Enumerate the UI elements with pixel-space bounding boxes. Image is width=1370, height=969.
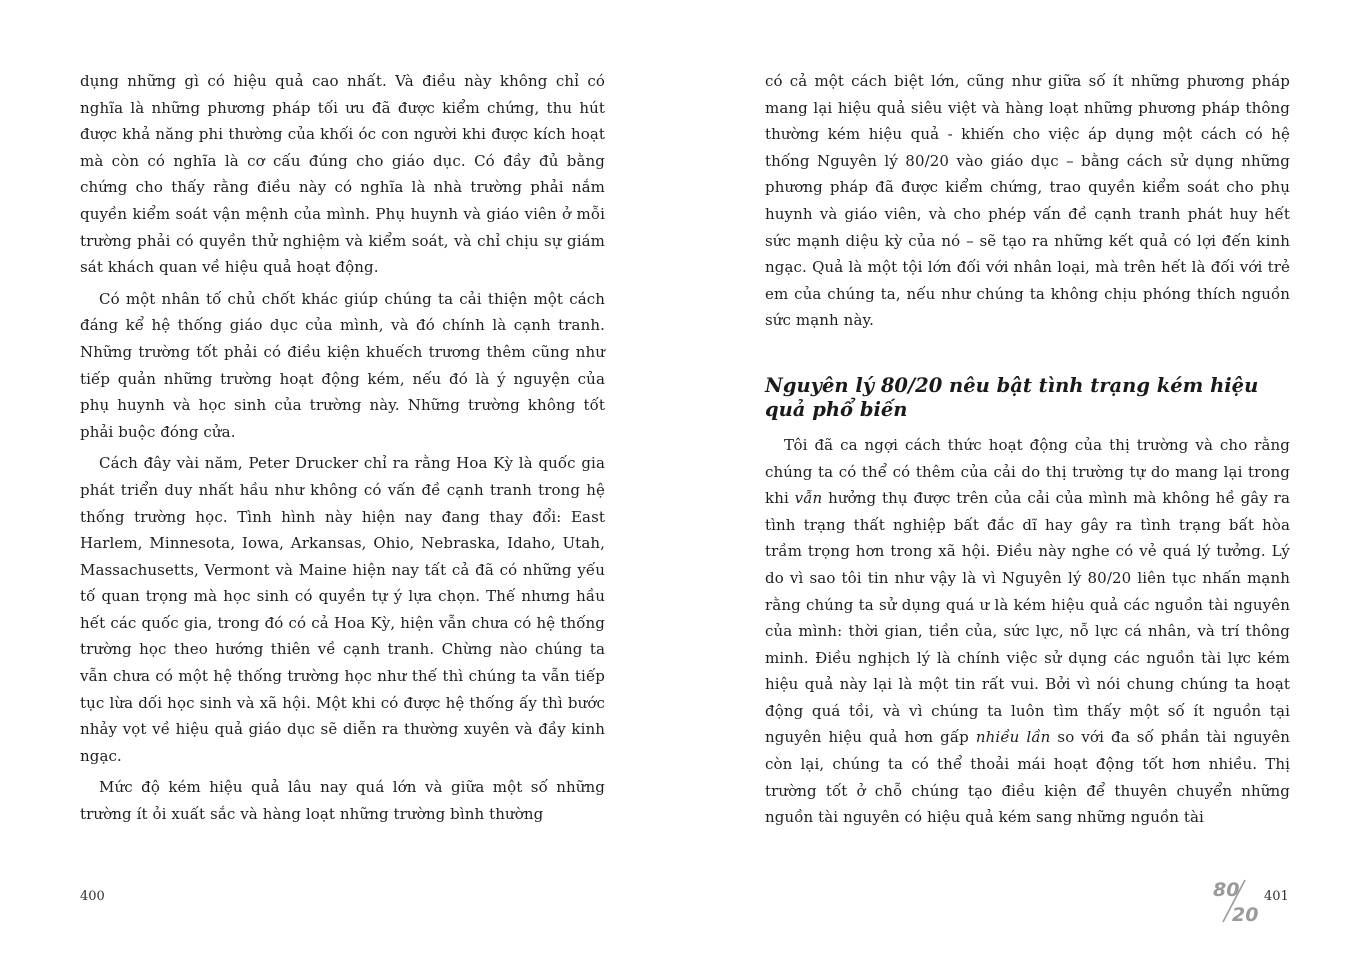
left-paragraph-4: Mức độ kém hiệu quả lâu nay quá lớn và giữa một số những trường ít ỏi xuất sắc và hàng loạt những trường bình thường <box>80 778 605 824</box>
section-heading: Nguyên lý 80/20 nêu bật tình trạng kém hiệu quả phổ biến <box>765 373 1259 421</box>
text-run: hưởng thụ được trên của cải của mình mà không hề gây ra tình trạng thất nghiệp bất đắc dĩ hay gây ra tình trạng bất hòa trầm trọng hơn trong xã hội. Điều này nghe có vẻ quá lý tưởng. Lý do vì sao tôi tin như vậy là vì Nguyên lý 80/20 liên tục nhấn mạnh rằng chúng ta sử dụng quá ư là kém hiệu quả các nguồn tài nguyên của mình: thời gian, tiền của, sức lực, nỗ lực cá nhân, và trí thông minh. Điều nghịch lý là chính việc sử dụng các nguồn tài lực kém hiệu quả này lại là một tin rất vui. Bởi vì nói chung chúng ta hoạt động quá tồi, và vì chúng ta luôn tìm thấy một số ít nguồn tại nguyên hiệu quả hơn gấp <box>765 489 1290 747</box>
page-number-left: 400 <box>80 889 105 904</box>
left-paragraph-1: dụng những gì có hiệu quả cao nhất. Và điều này không chỉ có nghĩa là những phương pháp tối ưu đã được kiểm chứng, thu hút được khả năng phi thường của khối óc con người khi được kích hoạt mà còn có nghĩa là cơ cấu đúng cho giáo dục. Có đầy đủ bằng chứng cho thấy rằng điều này có nghĩa là nhà trường phải nắm quyền kiểm soát vận mệnh của mình. Phụ huynh và giáo viên ở mỗi trường phải có quyền thử nghiệm và kiểm soát, và chỉ chịu sự giám sát khách quan về hiệu quả hoạt động. <box>80 72 605 277</box>
emphasis-text: vẫn <box>794 489 823 508</box>
book-logo-80-20 <box>1211 876 1263 926</box>
logo-top-number: 80 <box>1213 879 1240 901</box>
right-paragraph-2 <box>765 432 1290 831</box>
emphasis-text: nhiều lần <box>975 728 1051 747</box>
right-paragraph-1: có cả một cách biệt lớn, cũng như giữa số ít những phương pháp mang lại hiệu quả siêu việt và hàng loạt những phương pháp thông thường kém hiệu quả - khiến cho việc áp dụng một cách có hệ thống Nguyên lý 80/20 vào giáo dục – bằng cách sử dụng những phương pháp đã được kiểm chứng, trao quyền kiểm soát cho phụ huynh và giáo viên, và cho phép vấn đề cạnh tranh phát huy hết sức mạnh diệu kỳ của nó – sẽ tạo ra những kết quả có lợi đến kinh ngạc. Quả là một tội lớn đối với nhân loại, mà trên hết là đối với trẻ em của chúng ta, nếu như chúng ta không chịu phóng thích nguồn sức mạnh này. <box>765 72 1290 330</box>
left-paragraph-2: Có một nhân tố chủ chốt khác giúp chúng ta cải thiện một cách đáng kể hệ thống giáo dục của mình, và đó chính là cạnh tranh. Những trường tốt phải có điều kiện khuếch trương thêm cũng như tiếp quản những trường hoạt động kém, nếu đó là ý nguyện của phụ huynh và học sinh của trường này. Những trường không tốt phải buộc đóng cửa. <box>80 289 605 441</box>
text-run: so với đa số phần tài nguyên còn lại, chúng ta có thể thoải mái hoạt động tốt hơn nhiều. Thị trường tốt ở chỗ chúng tạo điều kiện để thuyên chuyển những nguồn tài nguyên có hiệu quả kém sang những nguồn tài <box>765 728 1291 827</box>
logo-bottom-number: 20 <box>1232 904 1259 926</box>
page-number-right: 401 <box>1264 889 1289 904</box>
left-paragraph-3: Cách đây vài năm, Peter Drucker chỉ ra rằng Hoa Kỳ là quốc gia phát triển duy nhất hầu như không có vấn đề cạnh tranh trong hệ thống trường học. Tình hình này hiện nay đang thay đổi: East Harlem, Minnesota, Iowa, Arkansas, Ohio, Nebraska, Idaho, Utah, Massachusetts, Vermont và Maine hiện nay tất cả đã có những yếu tố quan trọng mà học sinh có quyền tự ý lựa chọn. Thế nhưng hầu hết các quốc gia, trong đó có cả Hoa Kỳ, hiện vẫn chưa có hệ thống trường học theo hướng thiên về cạnh tranh. Chừng nào chúng ta vẫn chưa có một hệ thống trường học như thế thì chúng ta vẫn tiếp tục lừa dối học sinh và xã hội. Một khi có được hệ thống ấy thì bước nhảy vọt về hiệu quả giáo dục sẽ diễn ra thường xuyên và đầy kinh ngạc. <box>80 454 605 765</box>
right-page <box>765 68 1290 836</box>
text-run: Tôi đã ca ngợi cách thức hoạt động của thị trường và cho rằng chúng ta có thể có thêm của cải do thị trường tự do mang lại trong khi <box>765 435 1290 508</box>
left-page <box>80 68 605 833</box>
